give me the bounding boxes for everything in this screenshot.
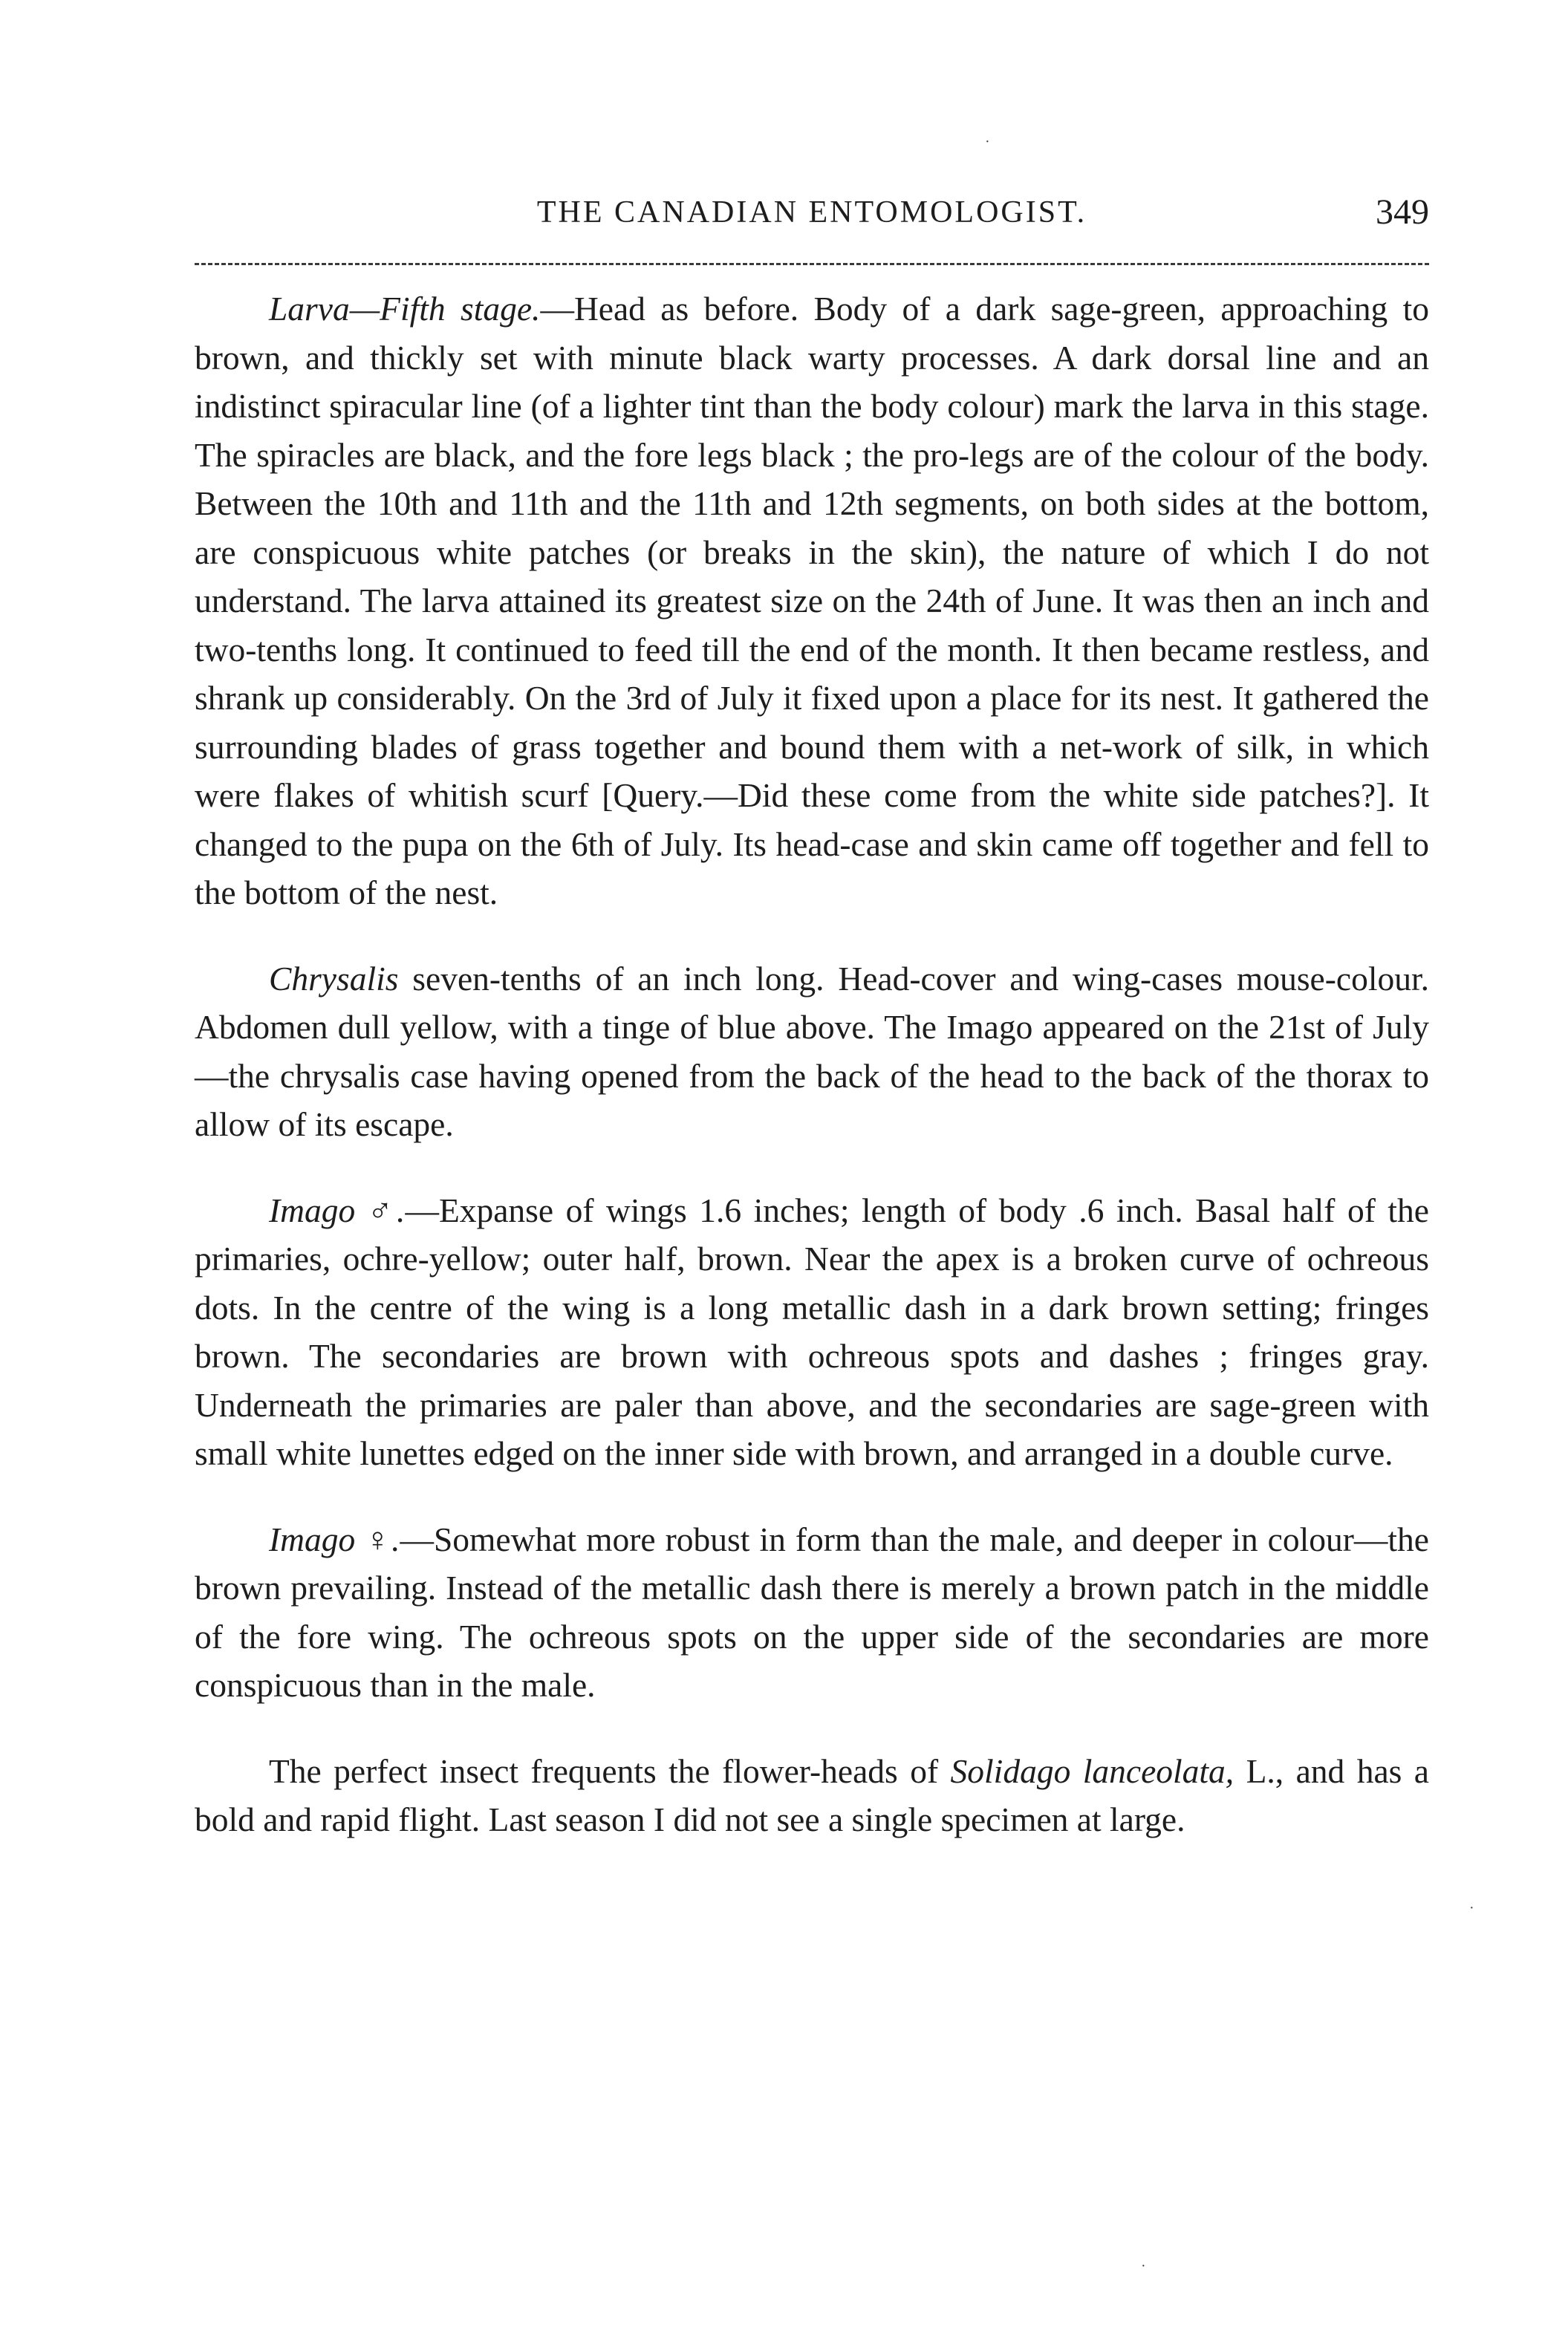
header-rule	[195, 263, 1429, 265]
paragraph-lead: Imago ♂.	[269, 1191, 406, 1229]
paragraph-larva	[195, 284, 1429, 917]
paragraph-perfect-insect	[195, 1747, 1429, 1844]
paragraph-text: L., and has a bold and rapid flight. Last season I did not see a single specimen at large.	[195, 1751, 1429, 1838]
paragraph-lead: Larva—Fifth stage.	[269, 290, 541, 328]
paragraph-text: —Somewhat more robust in form than the male, and deeper in colour—the brown prevailing. Instead of the metallic dash there is merely a brown patch in the middle of the fore wing. The ochreous spots on the upper side of the secondaries are more conspicuous than in the male.	[195, 1520, 1430, 1704]
paragraph-text: The perfect insect frequents the flower-heads of	[269, 1751, 951, 1790]
paragraph-imago-female	[195, 1515, 1429, 1710]
species-name: Solidago lanceolata,	[950, 1751, 1234, 1790]
paragraph-text: seven-tenths of an inch long. Head-cover and wing-cases mouse-colour. Abdomen dull yellow, with a tinge of blue above. The Imago appeared on the 21st of July—the chrysalis case having opened from the back of the head to the back of the thorax to allow of its escape.	[195, 959, 1429, 1143]
page-mark-right: ·	[1469, 1900, 1474, 1916]
paragraph-imago-male	[195, 1186, 1429, 1478]
paragraph-text: —Expanse of wings 1.6 inches; length of body .6 inch. Basal half of the primaries, ochre-yellow; outer half, brown. Near the apex is a broken curve of ochreous dots. In the centre of the wing is a long metallic dash in a dark brown setting; fringes brown. The secondaries are brown with ochreous spots and dashes ; fringes gray. Underneath the primaries are paler than above, and the secondaries are sage-green with small white lunettes edged on the inner side with brown, and arranged in a double curve.	[195, 1191, 1429, 1472]
paragraph-lead: Chrysalis	[269, 959, 399, 998]
paragraph-lead: Imago ♀.	[269, 1520, 400, 1558]
page-number: 349	[1376, 192, 1429, 232]
running-head	[195, 192, 1429, 247]
running-title: THE CANADIAN ENTOMOLOGIST.	[536, 195, 1087, 230]
paragraph-text: —Head as before. Body of a dark sage-green, approaching to brown, and thickly set with minute black warty processes. A dark dorsal line and an indistinct spiracular line (of a lighter tint than the body colour) mark the larva in this stage. The spiracles are black, and the fore legs black ; the pro-legs are of the colour of the body. Between the 10th and 11th and the 11th and 12th segments, on both sides at the bottom, are conspicuous white patches (or breaks in the skin), the nature of which I do not understand. The larva attained its greatest size on the 24th of June. It was then an inch and two-tenths long. It continued to feed till the end of the month. It then became restless, and shrank up considerably. On the 3rd of July it fixed upon a place for its nest. It gathered the surrounding blades of grass together and bound them with a net-work of silk, in which were flakes of whitish scurf [Query.—Did these come from the white side patches?]. It changed to the pupa on the 6th of July. Its head-case and skin came off together and fell to the bottom of the nest.	[195, 290, 1429, 911]
page-mark-bottom: ·	[1141, 2258, 1146, 2274]
page-mark-top: ·	[985, 134, 990, 150]
paragraph-chrysalis	[195, 954, 1429, 1149]
page	[195, 192, 1430, 1844]
body-text	[195, 284, 1429, 1844]
